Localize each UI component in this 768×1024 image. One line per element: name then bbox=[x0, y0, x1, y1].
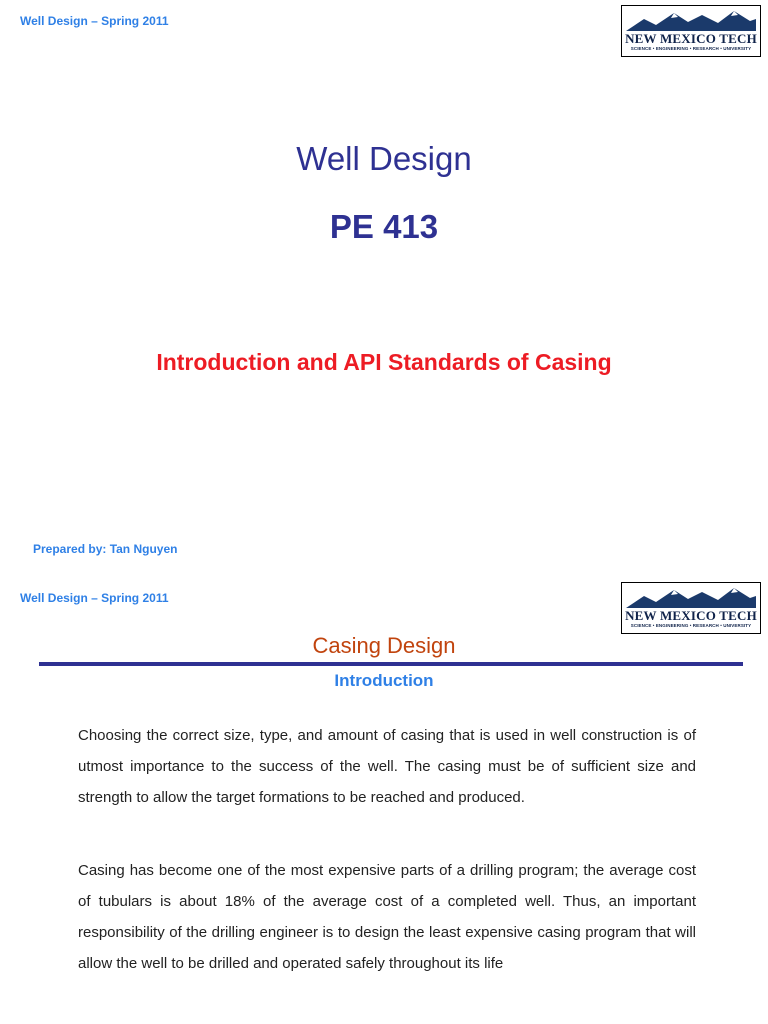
title-divider bbox=[39, 662, 743, 666]
prepared-by: Prepared by: Tan Nguyen bbox=[33, 542, 178, 556]
course-tag: Well Design – Spring 2011 bbox=[20, 591, 169, 605]
body-paragraph: Casing has become one of the most expensive parts of a drilling program; the average cost of tubulars is about 18% of the average cost of a completed well. Thus, an important responsibility of the drilling engineer is to design the least expensive casing program that will allow the well to be drilled and operated safely throughout its life bbox=[78, 862, 696, 972]
section-title: Casing Design bbox=[312, 633, 456, 658]
new-mexico-tech-logo bbox=[621, 5, 761, 57]
new-mexico-tech-logo bbox=[621, 582, 761, 634]
mountain-logo-icon bbox=[626, 9, 756, 31]
course-tag: Well Design – Spring 2011 bbox=[20, 14, 169, 28]
section-subtitle: Introduction bbox=[334, 671, 434, 690]
logo-wordmark: NEW MEXICO TECH bbox=[625, 31, 757, 46]
logo-tagline: SCIENCE • ENGINEERING • RESEARCH • UNIVERSITY bbox=[630, 46, 752, 51]
logo-tagline: SCIENCE • ENGINEERING • RESEARCH • UNIVERSITY bbox=[630, 623, 752, 628]
slide-subtitle: Introduction and API Standards of Casing bbox=[156, 349, 612, 375]
logo-wordmark: NEW MEXICO TECH bbox=[625, 608, 757, 623]
content-slide bbox=[0, 576, 768, 1024]
body-paragraph: Choosing the correct size, type, and amount of casing that is used in well construction is of utmost importance to the success of the well. The casing must be of sufficient size and strength to allow the target formations to be reached and produced. bbox=[78, 727, 696, 806]
course-code: PE 413 bbox=[329, 208, 439, 245]
mountain-logo-icon bbox=[626, 586, 756, 608]
slide-title: Well Design bbox=[296, 140, 472, 177]
